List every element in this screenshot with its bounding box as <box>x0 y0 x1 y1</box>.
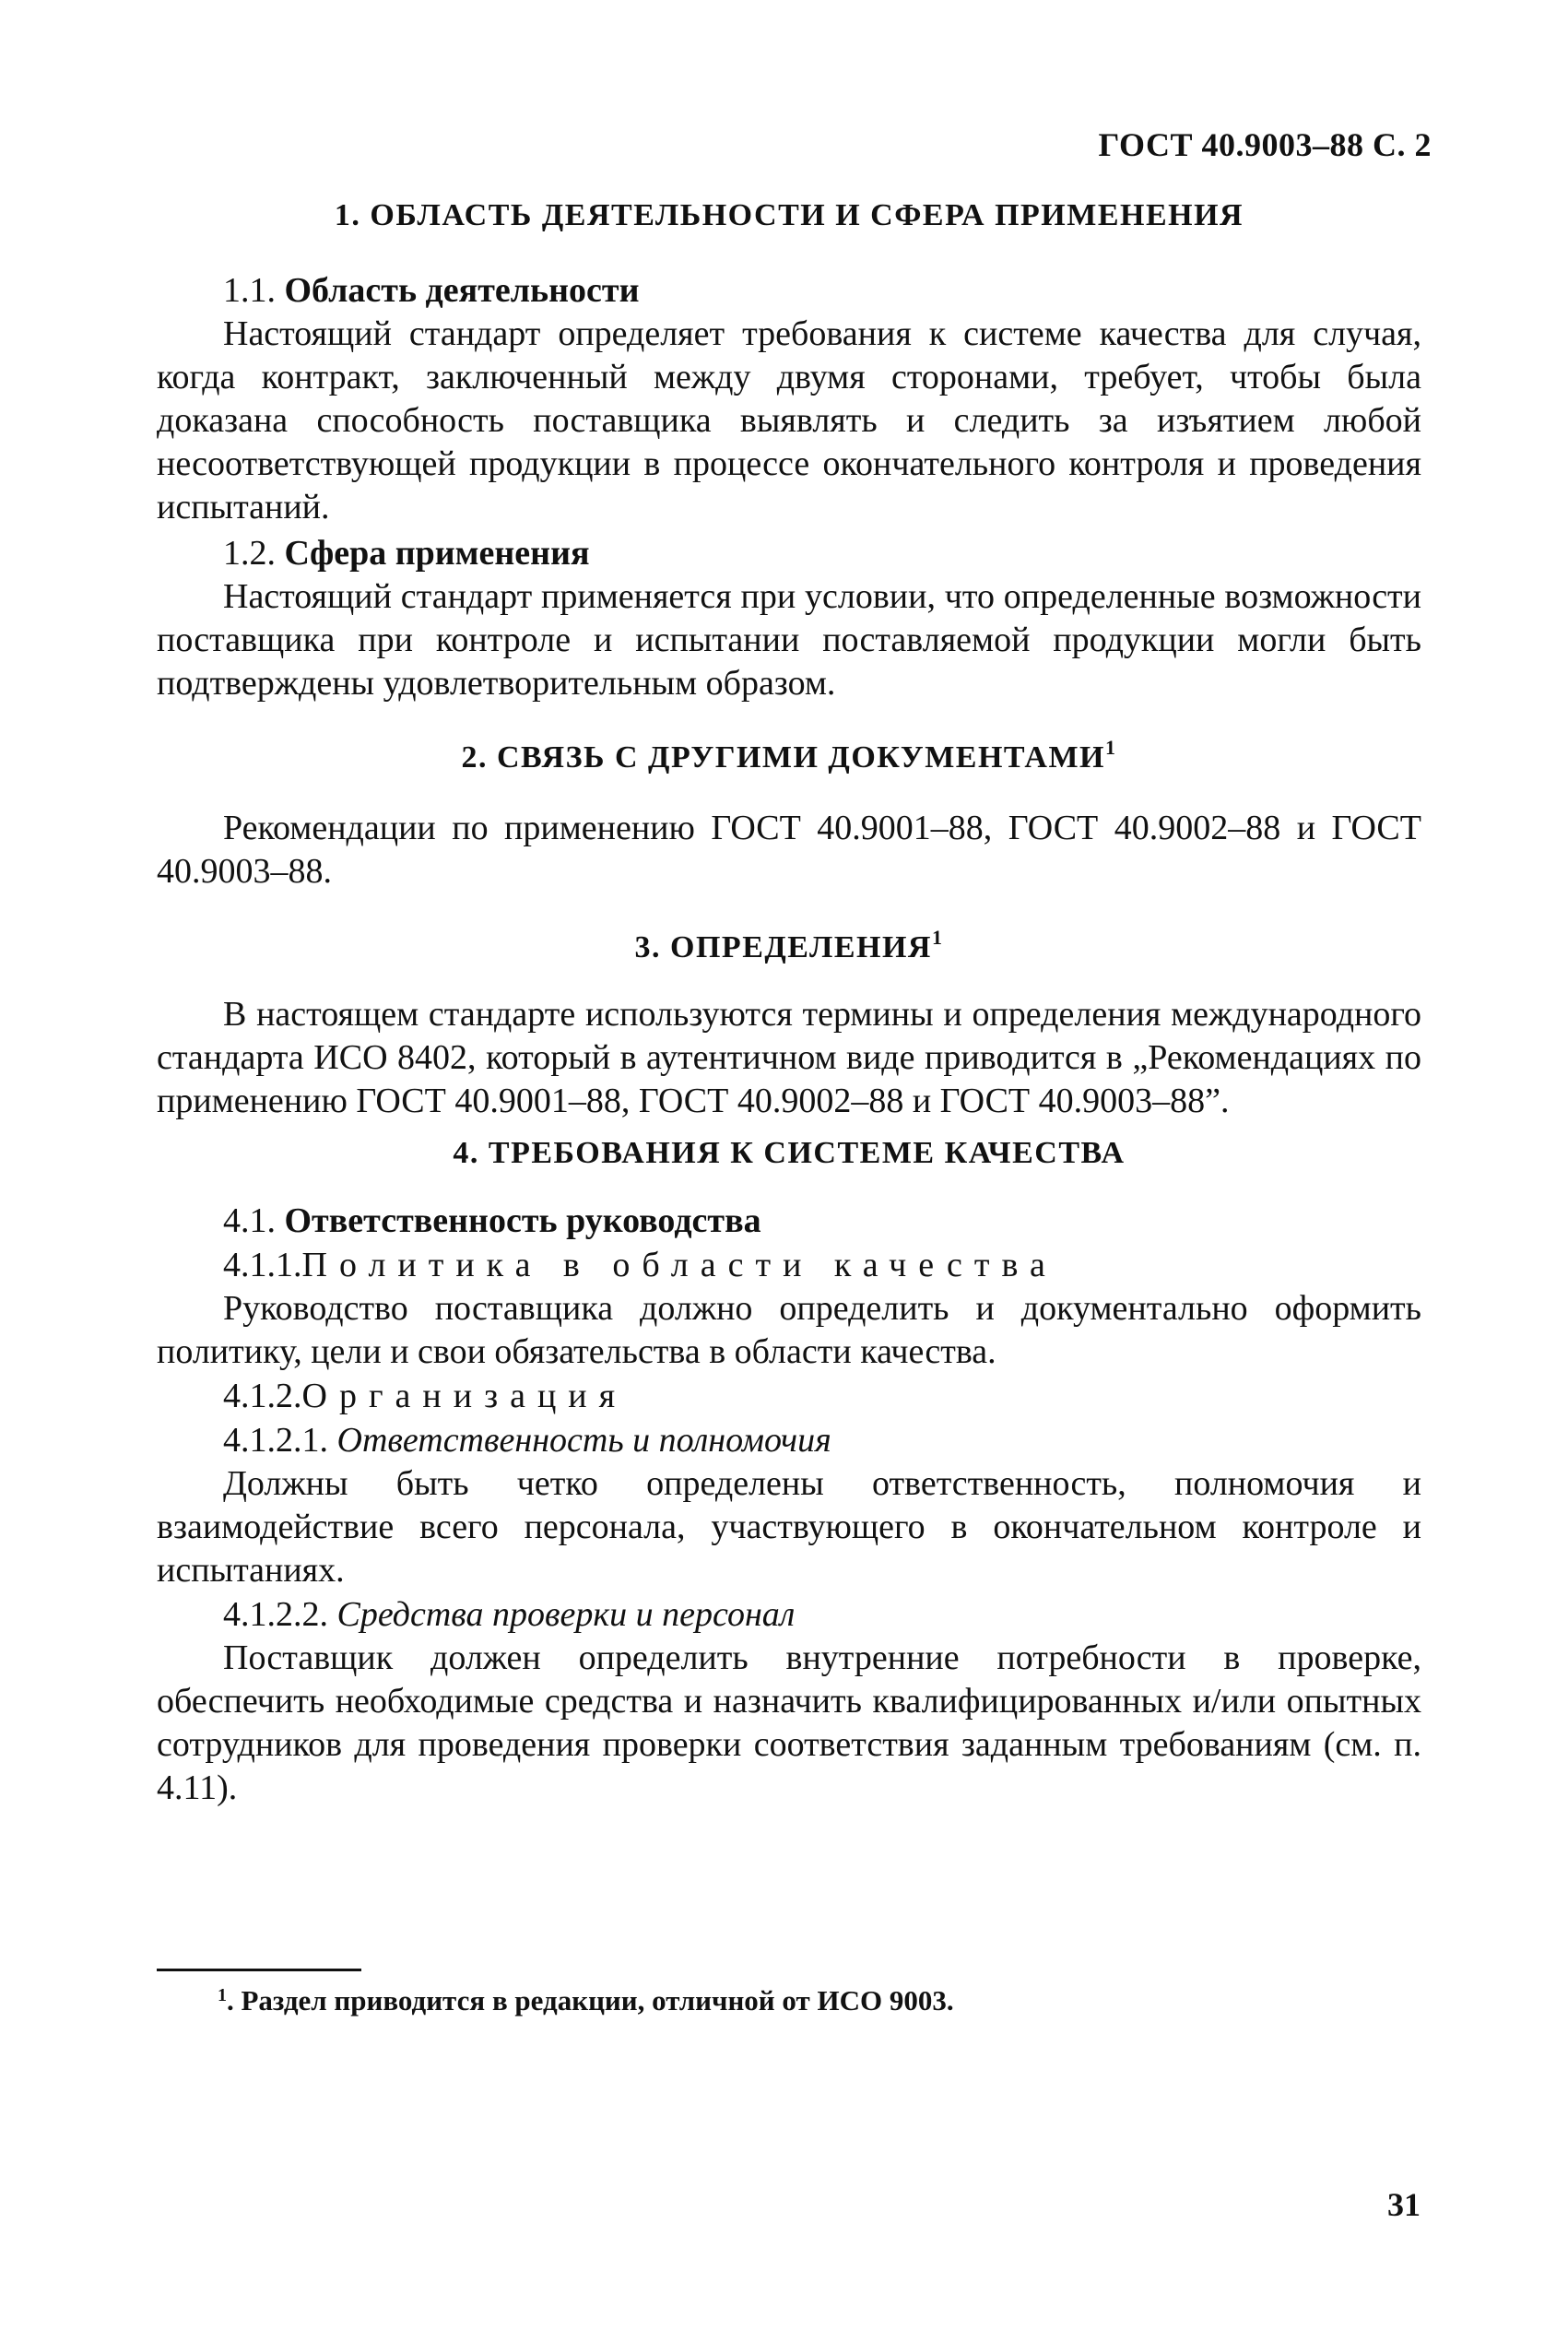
footnote <box>218 1984 954 2017</box>
subsection-1-1-heading <box>157 268 1421 313</box>
subsection-1-1-title: Область деятельности <box>284 271 640 310</box>
section-4-title: 4. ТРЕБОВАНИЯ К СИСТЕМЕ КАЧЕСТВА <box>453 1136 1126 1170</box>
section-2-text: Рекомендации по применению ГОСТ 40.9001–88, ГОСТ 40.9002–88 и ГОСТ 40.9003–88. <box>157 809 1421 891</box>
subsection-1-2-heading <box>157 531 1421 575</box>
subsection-1-1-number: 1.1. <box>223 271 276 310</box>
subsection-4-1-2-1-heading <box>157 1418 1421 1462</box>
footnote-text: . Раздел приводится в редакции, отличной от ИСО 9003. <box>227 1984 954 2017</box>
subsection-4-1-1-heading <box>157 1243 1421 1287</box>
subsection-4-1-heading <box>157 1199 1421 1243</box>
subsection-4-1-1-title: Политика в области качества <box>301 1246 1057 1284</box>
section-1-title: 1. ОБЛАСТЬ ДЕЯТЕЛЬНОСТИ И СФЕРА ПРИМЕНЕНИЯ <box>334 198 1244 232</box>
subsection-1-2-number: 1.2. <box>223 534 276 573</box>
subsection-4-1-2-1-number: 4.1.2.1. <box>223 1421 328 1460</box>
subsection-4-1-title: Ответственность руководства <box>284 1201 761 1240</box>
footnote-mark: 1 <box>218 1985 227 2005</box>
section-2-title: 2. СВЯЗЬ С ДРУГИМИ ДОКУМЕНТАМИ <box>461 740 1105 775</box>
page-number: 31 <box>1387 2186 1421 2223</box>
subsection-1-1-text: Настоящий стандарт определяет требования к системе качества для случая, когда контракт, заключенный между двумя сторонами, требует, чтобы была доказана способность поставщика выявлять и следить за изъятием любой несоответствующей продукции в процессе окончательного контроля и проведения испытаний. <box>157 314 1421 526</box>
subsection-4-1-2-heading <box>157 1374 1421 1418</box>
section-3-footnote-mark: 1 <box>931 926 944 949</box>
subsection-4-1-2-2-text: Поставщик должен определить внутренние потребности в проверке, обеспечить необходимые средства и назначить квалифицированных и/или опытных сотрудников для проведения проверки соответствия заданным требованиям (см. п. 4.11). <box>157 1638 1421 1807</box>
subsection-4-1-2-1-title: Ответственность и полномочия <box>336 1421 831 1460</box>
running-header: ГОСТ 40.9003–88 С. 2 <box>1098 126 1432 163</box>
footnote-divider <box>157 1969 361 1971</box>
page-content <box>157 198 1421 1810</box>
subsection-4-1-1-text: Руководство поставщика должно определить и документально оформить политику, цели и свои обязательства в области качества. <box>157 1289 1421 1371</box>
subsection-4-1-2-2-heading <box>157 1592 1421 1637</box>
section-3-heading <box>157 926 1421 965</box>
section-3-text: В настоящем стандарте используются термины и определения международного стандарта ИСО 8402, который в аутентичном виде приводится в „Рекомендациях по применению ГОСТ 40.9001–88, ГОСТ 40.9002–88 и ГОСТ 40.9003–88”. <box>157 995 1421 1120</box>
section-2-footnote-mark: 1 <box>1105 736 1117 759</box>
subsection-4-1-2-2-title: Средства проверки и персонал <box>336 1595 796 1634</box>
subsection-1-2-title: Сфера применения <box>284 534 590 573</box>
subsection-4-1-2-2-number: 4.1.2.2. <box>223 1595 328 1634</box>
subsection-4-1-1-number: 4.1.1. <box>223 1246 302 1284</box>
section-2-heading <box>157 736 1421 775</box>
subsection-1-2-text: Настоящий стандарт применяется при условии, что определенные возможности поставщика при контроле и испытании поставляемой продукции могли быть подтверждены удовлетворительным образом. <box>157 577 1421 703</box>
subsection-4-1-number: 4.1. <box>223 1201 276 1240</box>
subsection-4-1-2-title: Организация <box>301 1377 628 1415</box>
subsection-4-1-2-number: 4.1.2. <box>223 1377 302 1415</box>
section-3-title: 3. ОПРЕДЕЛЕНИЯ <box>634 930 932 964</box>
subsection-4-1-2-1-text: Должны быть четко определены ответственность, полномочия и взаимодействие всего персонала, участвующего в окончательном контроле и испытаниях. <box>157 1464 1421 1590</box>
